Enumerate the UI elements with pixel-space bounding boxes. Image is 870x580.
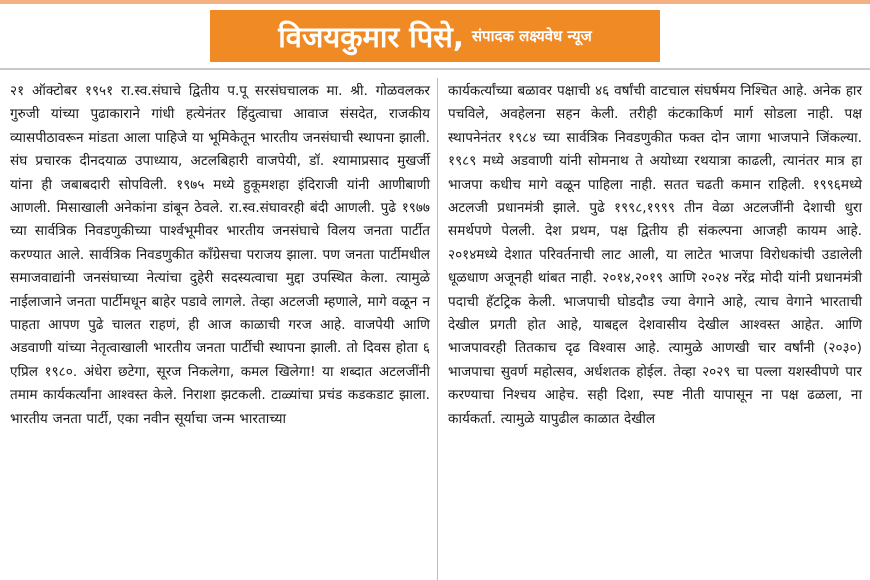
author-name: विजयकुमार पिसे,	[278, 19, 464, 54]
top-accent-rule	[0, 0, 870, 4]
column-divider	[437, 78, 438, 580]
article-paragraph: कार्यकर्त्यांच्या बळावर पक्षाची ४६ वर्षांची वाटचाल संघर्षमय निश्चित आहे. अनेक हार पचविले, अवहेलना सहन केली. तरीही कंटकाकिर्ण मार्ग सोडला नाही. पक्ष स्थापनेनंतर १९८४ च्या सार्वत्रिक निवडणुकीत फक्त दोन जागा भाजपाने जिंकल्या. १९८९ मध्ये अडवाणी यांनी सोमनाथ ते अयोध्या रथयात्रा काढली, त्यानंतर मात्र हा भाजपा कधीच मागे वळून पाहिला नाही. सतत चढती कमान राहिली. १९९६मध्ये अटलजी प्रधानमंत्री झाले. पुढे १९९८,१९९९ तीन वेळा अटलजींनी देशाची धुरा समर्थपणे पेलली. देश प्रथम, पक्ष द्वितीय ही संकल्पना आजही कायम आहे. २०१४मध्ये देशात परिवर्तनाची लाट आली, या लाटेत भाजपा विरोधकांची उडालेली धूळधाण अजूनही थांबत नाही. २०१४,२०१९ आणि २०२४ नरेंद्र मोदी यांनी प्रधानमंत्री पदाची हॅटट्रिक केली. भाजपाची घोडदौड ज्या वेगाने आहे, त्याच वेगाने भारताची देखील प्रगती होत आहे, याबद्दल देशवासीय देखील आश्वस्त आहेत. आणि भाजपावरही तितकाच दृढ विश्वास आहे. त्यामुळे आणखी चार वर्षांनी (२०३०) भाजपाचा सुवर्ण महोत्सव, अर्धशतक होईल. तेव्हा २०२९ चा पल्ला यशस्वीपणे पार करण्याचा निश्चय आहेच. सही दिशा, स्पष्ट नीती यापासून ना पक्ष ढळला, ना कार्यकर्ता. त्यामुळे यापुढील काळात देखील	[448, 83, 862, 427]
article-column-left	[10, 80, 430, 431]
article-paragraph: २१ ऑक्टोबर १९५१ रा.स्व.संघाचे द्वितीय प.पू सरसंघचालक मा. श्री. गोळवलकर गुरुजी यांच्या पुढाकाराने गांधी हत्येनंतर हिंदुत्वाचा आवाज संसदेत, राजकीय व्यासपीठावरून मांडता आला पाहिजे या भूमिकेतून भारतीय जनसंघाची स्थापना झाली. संघ प्रचारक दीनदयाळ उपाध्याय, अटलबिहारी वाजपेयी, डॉ. श्यामाप्रसाद मुखर्जी यांना ही जबाबदारी सोपविली. १९७५ मध्ये हुकूमशहा इंदिराजी यांनी आणीबाणी आणली. मिसाखाली अनेकांना डांबून ठेवले. रा.स्व.संघावरही बंदी आणली. पुढे १९७७ च्या सार्वत्रिक निवडणुकीच्या पार्श्वभूमीवर भारतीय जनसंघाचे विलय जनता पार्टीत करण्यात आले. सार्वत्रिक निवडणुकीत काँग्रेसचा पराजय झाला. पण जनता पार्टीमधील समाजवाद्यांनी जनसंघाच्या नेत्यांचा दुहेरी सदस्यत्वाचा मुद्दा उपस्थित केला. त्यामुळे नाईलाजाने जनता पार्टीमधून बाहेर पडावे लागले. तेव्हा अटलजी म्हणाले, मागे वळून न पाहता आपण पुढे चालत राहणं, ही आज काळाची गरज आहे. वाजपेयी आणि अडवाणी यांच्या नेतृत्वाखाली भारतीय जनता पार्टीची स्थापना झाली. तो दिवस होता ६ एप्रिल १९८०. अंधेरा छटेगा, सूरज निकलेगा, कमल खिलेगा! या शब्दात अटलजींनी तमाम कार्यकर्त्यांना आश्वस्त केले. निराशा झटकली. टाळ्यांचा प्रचंड कडकडाट झाला. भारतीय जनता पार्टी, एका नवीन सूर्याचा जन्म भारताच्या	[10, 83, 430, 427]
header-divider	[0, 68, 870, 70]
author-role: संपादक लक्ष्यवेध न्यूज	[471, 27, 592, 45]
byline-banner	[210, 10, 660, 62]
article-column-right	[448, 80, 862, 431]
